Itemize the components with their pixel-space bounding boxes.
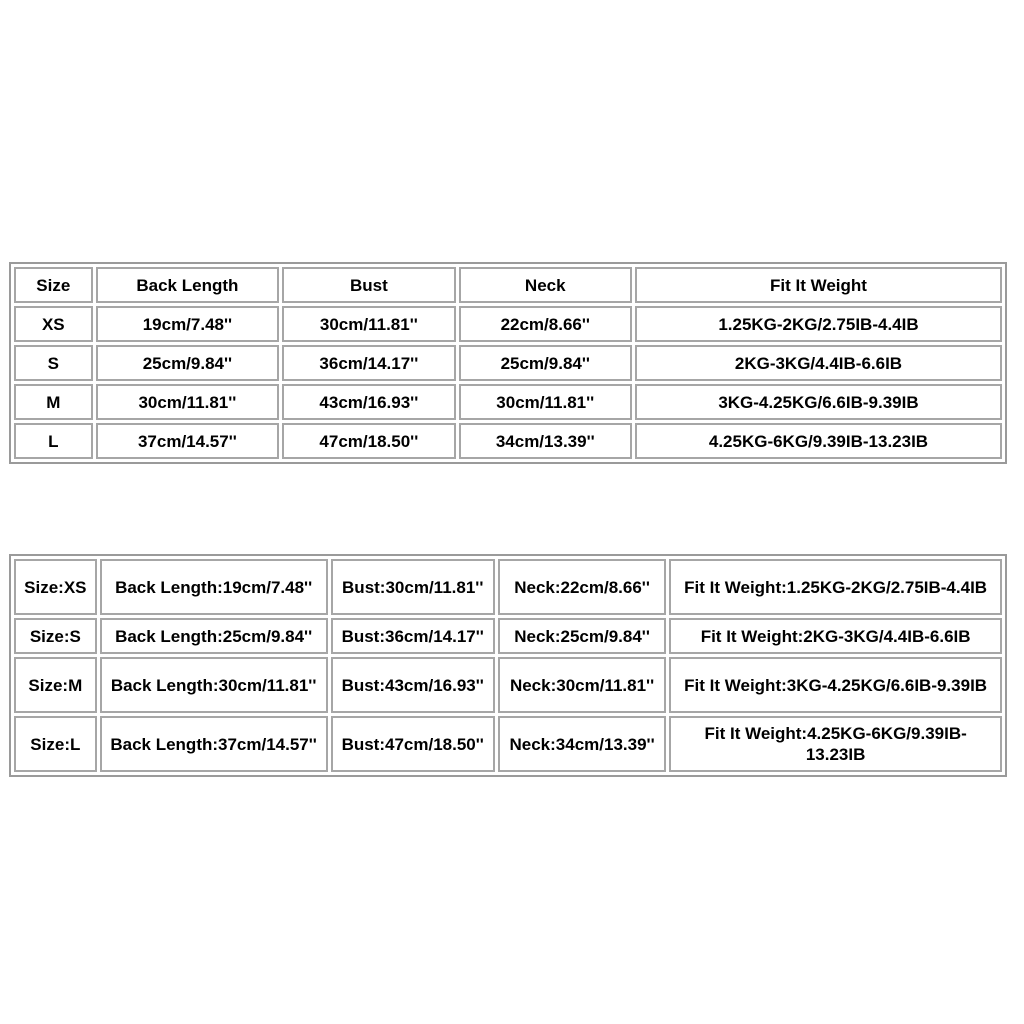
fit-weight-cell: 4.25KG-6KG/9.39IB-13.23IB	[635, 423, 1002, 459]
bust-cell: 30cm/11.81''	[282, 306, 455, 342]
table-row	[14, 559, 1002, 615]
table-row	[14, 384, 1002, 420]
neck-cell: Neck:22cm/8.66''	[498, 559, 666, 615]
fit-weight-cell: 3KG-4.25KG/6.6IB-9.39IB	[635, 384, 1002, 420]
back-length-cell: Back Length:19cm/7.48''	[100, 559, 328, 615]
neck-cell: Neck:25cm/9.84''	[498, 618, 666, 654]
neck-cell: Neck:30cm/11.81''	[498, 657, 666, 713]
back-length-cell: 19cm/7.48''	[96, 306, 280, 342]
size-chart-labeled-table	[9, 554, 1007, 777]
bust-cell: 47cm/18.50''	[282, 423, 455, 459]
table-row	[14, 618, 1002, 654]
back-length-cell: 30cm/11.81''	[96, 384, 280, 420]
size-cell: L	[14, 423, 93, 459]
back-length-cell: Back Length:30cm/11.81''	[100, 657, 328, 713]
size-cell: Size:XS	[14, 559, 97, 615]
header-back-length: Back Length	[96, 267, 280, 303]
size-cell: M	[14, 384, 93, 420]
size-cell: Size:L	[14, 716, 97, 772]
neck-cell: 34cm/13.39''	[459, 423, 632, 459]
back-length-cell: Back Length:25cm/9.84''	[100, 618, 328, 654]
bust-cell: Bust:43cm/16.93''	[331, 657, 495, 713]
table-row	[14, 657, 1002, 713]
fit-weight-cell: 2KG-3KG/4.4IB-6.6IB	[635, 345, 1002, 381]
size-cell: Size:S	[14, 618, 97, 654]
back-length-cell: 25cm/9.84''	[96, 345, 280, 381]
fit-weight-cell: 1.25KG-2KG/2.75IB-4.4IB	[635, 306, 1002, 342]
neck-cell: 25cm/9.84''	[459, 345, 632, 381]
fit-weight-cell: Fit It Weight:2KG-3KG/4.4IB-6.6IB	[669, 618, 1002, 654]
header-fit-weight: Fit It Weight	[635, 267, 1002, 303]
bust-cell: 36cm/14.17''	[282, 345, 455, 381]
fit-weight-cell: Fit It Weight:1.25KG-2KG/2.75IB-4.4IB	[669, 559, 1002, 615]
neck-cell: Neck:34cm/13.39''	[498, 716, 666, 772]
back-length-cell: Back Length:37cm/14.57''	[100, 716, 328, 772]
header-bust: Bust	[282, 267, 455, 303]
back-length-cell: 37cm/14.57''	[96, 423, 280, 459]
table-row	[14, 345, 1002, 381]
size-cell: Size:M	[14, 657, 97, 713]
neck-cell: 22cm/8.66''	[459, 306, 632, 342]
bust-cell: Bust:47cm/18.50''	[331, 716, 495, 772]
neck-cell: 30cm/11.81''	[459, 384, 632, 420]
fit-weight-cell: Fit It Weight:4.25KG-6KG/9.39IB-13.23IB	[669, 716, 1002, 772]
size-cell: S	[14, 345, 93, 381]
fit-weight-cell: Fit It Weight:3KG-4.25KG/6.6IB-9.39IB	[669, 657, 1002, 713]
size-chart-table	[9, 262, 1007, 464]
bust-cell: Bust:30cm/11.81''	[331, 559, 495, 615]
header-neck: Neck	[459, 267, 632, 303]
bust-cell: 43cm/16.93''	[282, 384, 455, 420]
table-row	[14, 306, 1002, 342]
table-header-row	[14, 267, 1002, 303]
table-row	[14, 716, 1002, 772]
size-cell: XS	[14, 306, 93, 342]
table-row	[14, 423, 1002, 459]
header-size: Size	[14, 267, 93, 303]
bust-cell: Bust:36cm/14.17''	[331, 618, 495, 654]
